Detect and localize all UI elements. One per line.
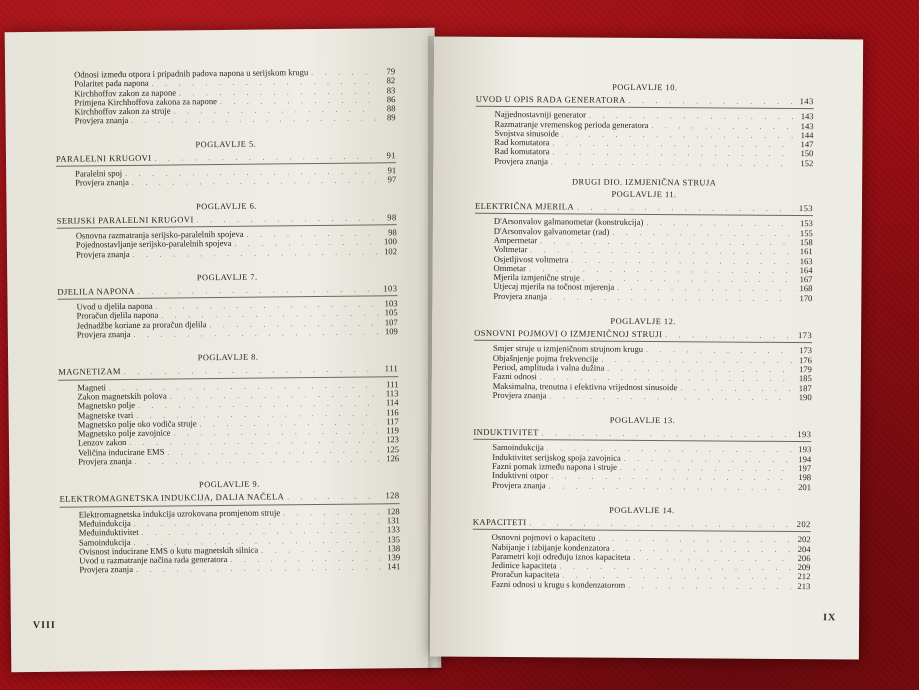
toc-entry-page: 176 bbox=[798, 354, 812, 365]
toc-entry-title: Magnetsko polje zavojnice bbox=[77, 427, 171, 439]
toc-entry-page: 202 bbox=[797, 534, 811, 545]
toc-entry-page: 150 bbox=[800, 148, 814, 159]
chapter-title-row-page: 143 bbox=[799, 96, 814, 107]
toc-entry-title: Najjednostavniji generator bbox=[494, 109, 587, 120]
left-page bbox=[5, 28, 442, 672]
toc-entry-title: Fazni odnosi bbox=[492, 371, 538, 382]
chapter-title-row-title: INDUKTIVITET bbox=[473, 426, 539, 438]
toc-entry-title: Provjera znanja bbox=[74, 115, 129, 127]
toc-entry-page: 89 bbox=[386, 112, 396, 123]
chapter-label: POGLAVLJE 11. bbox=[611, 189, 677, 200]
chapter-label: POGLAVLJE 9. bbox=[198, 479, 260, 490]
toc-entry-title: Svojstva sinusoide bbox=[494, 127, 559, 139]
chapter-title-row-title: OSNOVNI POJMOVI O IZMJENIČNOJ STRUJI bbox=[474, 327, 663, 340]
dot-leader bbox=[197, 214, 378, 225]
chapter-title-row bbox=[473, 518, 811, 530]
toc-entry-page: 117 bbox=[386, 415, 399, 427]
toc-entry-page: 107 bbox=[384, 316, 398, 328]
toc-entry-page: 105 bbox=[384, 307, 398, 318]
toc-entry-page: 83 bbox=[386, 84, 396, 95]
toc-entry-page: 128 bbox=[386, 505, 400, 516]
chapter-title-row bbox=[475, 202, 813, 214]
chapter-title-row-title: MAGNETIZAM bbox=[58, 366, 121, 378]
dot-leader bbox=[549, 482, 792, 493]
toc-entry-title: Osnovna razmatranja serijsko-paralelnih spojeva bbox=[75, 228, 244, 241]
toc-entry-page: 206 bbox=[797, 552, 811, 563]
toc-entry bbox=[60, 563, 400, 576]
chapter-label: POGLAVLJE 14. bbox=[609, 505, 675, 516]
chapter-label: POGLAVLJE 10. bbox=[612, 82, 678, 93]
toc-entry-title: Zakon magnetskih polova bbox=[77, 390, 167, 402]
toc-entry-page: 201 bbox=[798, 481, 812, 492]
toc-entry-page: 119 bbox=[386, 425, 399, 436]
toc-entry-title: Uvod u razmatranje načina rada generatora bbox=[79, 554, 228, 566]
toc-entry-page: 198 bbox=[798, 472, 812, 483]
toc-entry-title: Paralelni spoj bbox=[75, 168, 123, 179]
toc-entry-title: Mjerila izmjenične struje bbox=[493, 272, 580, 283]
dot-leader bbox=[577, 204, 794, 215]
toc-entry-page: 179 bbox=[798, 364, 812, 375]
toc-entry-page: 138 bbox=[387, 542, 401, 554]
toc-entry-page: 185 bbox=[798, 373, 812, 384]
toc-entry-page: 82 bbox=[386, 75, 396, 86]
toc-entry-title: Veličina inducirane EMS bbox=[78, 446, 165, 458]
toc-entry-page: 212 bbox=[797, 571, 811, 582]
toc-entry-title: Smjer struje u izmjeničnom strujnom krugu bbox=[492, 343, 644, 355]
toc-entry-title: Fazni pomak između napona i struje bbox=[492, 460, 618, 472]
toc-entry-title: Lenzov zakon bbox=[77, 437, 127, 448]
toc-entry-page: 88 bbox=[386, 103, 396, 114]
chapter-label: POGLAVLJE 6. bbox=[196, 201, 257, 211]
toc-entry-title: Odnosi između otpora i pripadnih padova napona u serijskom krugu bbox=[74, 67, 309, 80]
dot-leader bbox=[542, 429, 793, 440]
toc-entry-title: Kirchhoffov zakon za struje bbox=[74, 105, 171, 117]
dot-leader bbox=[628, 582, 791, 592]
dot-leader bbox=[551, 158, 794, 169]
toc-entry-page: 111 bbox=[386, 378, 399, 389]
toc-entry-page: 109 bbox=[384, 326, 398, 337]
toc-entry-title: Razmatranje vremenskog perioda generatora bbox=[494, 118, 649, 130]
toc-entry-title: Parametri koji određuju iznos kapaciteta bbox=[491, 550, 631, 562]
toc-entry-page: 98 bbox=[388, 227, 397, 238]
dot-leader bbox=[549, 392, 792, 403]
toc-entry-page: 163 bbox=[799, 255, 813, 266]
toc-entry-title: Ampermetar bbox=[493, 234, 538, 246]
toc-entry-title: Induktivitet serijskog spoja zavojnica bbox=[492, 451, 621, 463]
toc-entry-page: 102 bbox=[384, 245, 398, 256]
toc-entry-title: Provjera znanja bbox=[492, 479, 546, 490]
toc-entry-title: Magnetske tvari bbox=[77, 409, 134, 421]
toc-entry-page: 193 bbox=[798, 444, 812, 455]
toc-entry-page: 114 bbox=[385, 397, 399, 408]
dot-leader bbox=[550, 293, 793, 304]
chapter-label: POGLAVLJE 7. bbox=[196, 272, 258, 283]
dot-leader bbox=[629, 97, 795, 107]
chapter-title-row bbox=[473, 428, 811, 440]
toc-entry-page: 97 bbox=[387, 174, 397, 185]
toc-entry-page: 204 bbox=[797, 543, 811, 554]
toc-entry-title: Provjera znanja bbox=[79, 564, 134, 575]
toc-entry-page: 116 bbox=[386, 406, 399, 417]
chapter-title-row-page: 153 bbox=[798, 203, 814, 214]
toc-entry-title: Jedinice kapaciteta bbox=[491, 560, 557, 571]
toc-entry-page: 143 bbox=[800, 111, 814, 122]
chapter-title-row-page: 202 bbox=[796, 518, 811, 530]
chapter-title-row-page: 128 bbox=[385, 490, 400, 501]
chapter-label: POGLAVLJE 5. bbox=[195, 139, 257, 150]
toc-entry-title: Ommetar bbox=[493, 262, 527, 274]
toc-entry-title: Provjera znanja bbox=[75, 177, 129, 188]
toc-entry-title: Uvod u djelila napona bbox=[76, 300, 153, 312]
toc-entry-page: 91 bbox=[387, 165, 397, 176]
toc-entry-title: Nabijanje i izbijanje kondenzatora bbox=[491, 541, 610, 553]
toc-entry-page: 167 bbox=[799, 274, 813, 285]
toc-entry-title: Samoindukcija bbox=[492, 442, 544, 453]
chapter-title-row-title: DJELILA NAPONA bbox=[57, 285, 135, 297]
chapter-title-row-title: ELEKTRIČNA MJERILA bbox=[474, 200, 575, 212]
toc-entry-title: Jednadžbe koriane za proračun djelila bbox=[76, 318, 207, 331]
toc-entry-page: 164 bbox=[799, 264, 813, 276]
chapter-title-row-title: ELEKTROMAGNETSKA INDUKCIJA, DALJA NAČELA bbox=[59, 491, 285, 505]
toc-entry-title: Kirchhoffov zakon za napone bbox=[74, 87, 177, 99]
right-toc bbox=[472, 81, 814, 591]
toc-entry-title: Rad komutatora bbox=[494, 146, 550, 157]
toc-entry-page: 170 bbox=[799, 292, 813, 303]
left-toc bbox=[55, 67, 400, 575]
toc-entry-page: 152 bbox=[800, 157, 814, 168]
dot-leader bbox=[136, 564, 381, 576]
toc-entry-title: Fazni odnosi u krugu s kondenzatorom bbox=[491, 578, 626, 590]
toc-entry-title: D'Arsonvalov galmanometar (konstrukcija) bbox=[493, 216, 644, 228]
left-top-entries bbox=[55, 67, 396, 126]
dot-leader bbox=[665, 331, 793, 341]
left-page-number: VIII bbox=[32, 619, 56, 632]
toc-entry-page: 190 bbox=[798, 391, 812, 402]
chapter-title-row-page: 98 bbox=[387, 211, 397, 222]
toc-entry-page: 209 bbox=[797, 562, 811, 573]
chapter-title-row bbox=[476, 95, 814, 107]
toc-entry-page: 173 bbox=[799, 345, 813, 356]
toc-entry-page: 213 bbox=[797, 580, 811, 591]
toc-entry-title: Samoindukcija bbox=[78, 536, 131, 548]
toc-entry-page: 100 bbox=[383, 236, 397, 247]
chapter-title-row-title: SERIJSKI PARALELNI KRUGOVI bbox=[56, 213, 194, 226]
dot-leader bbox=[287, 493, 380, 503]
toc-entry-title: Osjetljivost voltmetra bbox=[493, 253, 569, 265]
toc-entry-page: 187 bbox=[798, 382, 812, 393]
toc-entry-title: Induktivni otpor bbox=[492, 470, 549, 481]
toc-entry-page: 153 bbox=[799, 218, 813, 229]
toc-entry-page: 125 bbox=[386, 443, 400, 455]
part-heading: DRUGI DIO. IZMJENIČNA STRUJA bbox=[571, 177, 717, 188]
toc-entry-page: 139 bbox=[387, 552, 401, 563]
toc-entry-title: Proračun djelila napona bbox=[76, 310, 159, 321]
toc-entry-page: 79 bbox=[386, 66, 396, 77]
toc-entry-title: Provjera znanja bbox=[493, 290, 548, 302]
chapter-title-row-page: 173 bbox=[797, 330, 813, 341]
right-page-number: IX bbox=[823, 612, 837, 624]
chapter-title-row-page: 111 bbox=[384, 363, 399, 374]
toc-entry-page: 103 bbox=[384, 298, 398, 309]
toc-entry-title: Elektromagnetska indukcija uzrokovana promjenom struje bbox=[78, 507, 281, 520]
toc-entry-title: Magnetsko polje oko vodiča struje bbox=[77, 418, 197, 430]
chapter-label: POGLAVLJE 8. bbox=[197, 352, 259, 363]
toc-entry-page: 168 bbox=[799, 283, 813, 294]
chapter-label: POGLAVLJE 12. bbox=[610, 316, 676, 327]
toc-entry-page: 144 bbox=[800, 129, 814, 141]
toc-entry-title: Maksimalna, trenutna i efektivna vrijednost sinusoide bbox=[492, 380, 678, 392]
toc-entry-title: Rad komutatora bbox=[494, 137, 550, 148]
chapter-title-row-title: KAPACITETI bbox=[472, 516, 527, 528]
chapter-title-row-title: UVOD U OPIS RADA GENERATORA bbox=[475, 93, 626, 105]
toc-entry-title: Provjera znanja bbox=[492, 389, 547, 401]
toc-entry-title: Primjena Kirchhoffova zakona za napone bbox=[74, 95, 217, 108]
right-chapters-b bbox=[472, 188, 813, 591]
chapter-title-row-title: PARALELNI KRUGOVI bbox=[55, 152, 152, 164]
toc-entry-page: 158 bbox=[799, 237, 813, 248]
toc-entry-page: 126 bbox=[386, 453, 400, 464]
toc-entry-page: 141 bbox=[387, 561, 401, 572]
chapter-title-row-page: 91 bbox=[386, 149, 397, 161]
toc-entry-page: 135 bbox=[387, 533, 401, 544]
toc-entry-title: Magnetsko polje bbox=[77, 400, 136, 411]
toc-entry-page: 133 bbox=[386, 524, 400, 535]
toc-entry-page: 147 bbox=[800, 139, 814, 150]
toc-entry-title: Provjera znanja bbox=[494, 155, 549, 167]
toc-entry-title: Ovisnost inducirane EMS o kutu magnetskih silnica bbox=[79, 544, 259, 557]
chapter-title-row-page: 103 bbox=[383, 283, 398, 294]
toc-entry-title: Provjera znanja bbox=[76, 329, 131, 340]
toc-entry-title: Period, amplituda i valna dužina bbox=[492, 361, 605, 373]
toc-entry-page: 155 bbox=[799, 227, 813, 238]
toc-entry-title: Provjera znanja bbox=[75, 248, 130, 260]
dot-leader bbox=[530, 519, 792, 530]
toc-entry-title: Međuindukcija bbox=[78, 517, 131, 529]
right-chapters-a bbox=[475, 81, 814, 168]
toc-entry-page: 113 bbox=[385, 388, 399, 399]
toc-entry-title: Utjecaj mjerila na točnost mjerenja bbox=[493, 281, 615, 293]
toc-entry-page: 86 bbox=[386, 94, 396, 105]
toc-entry-page: 131 bbox=[386, 515, 400, 526]
chapter-label: POGLAVLJE 13. bbox=[609, 415, 676, 426]
chapter-title-row bbox=[474, 329, 812, 341]
toc-entry-page: 161 bbox=[799, 246, 813, 257]
left-chapters bbox=[56, 123, 401, 575]
toc-entry-title: Pojednostavljanje serijsko-paralelnih spojeva bbox=[75, 238, 232, 250]
toc-entry-page: 194 bbox=[798, 453, 812, 464]
toc-entry-page: 197 bbox=[798, 463, 812, 474]
toc-entry-title: Osnovni pojmovi o kapacitetu bbox=[491, 532, 596, 543]
chapter-title-row-page: 193 bbox=[797, 429, 812, 440]
toc-entry-title: Polaritet pada napona bbox=[74, 78, 149, 89]
toc-entry-title: D'Arsonvalov galvanometar (rad) bbox=[493, 225, 610, 237]
toc-entry-page: 123 bbox=[386, 434, 400, 445]
toc-entry-title: Proračun kapaciteta bbox=[491, 569, 560, 580]
right-page bbox=[430, 37, 863, 660]
toc-entry-title: Međuinduktivitet bbox=[78, 527, 139, 538]
toc-entry-title: Magneti bbox=[77, 381, 107, 393]
toc-entry-page: 143 bbox=[800, 120, 814, 131]
toc-entry-title: Voltmetar bbox=[493, 244, 528, 255]
toc-entry-title: Provjera znanja bbox=[78, 455, 132, 467]
toc-entry-title: Objašnjenje pojma frekvencije bbox=[492, 352, 599, 364]
